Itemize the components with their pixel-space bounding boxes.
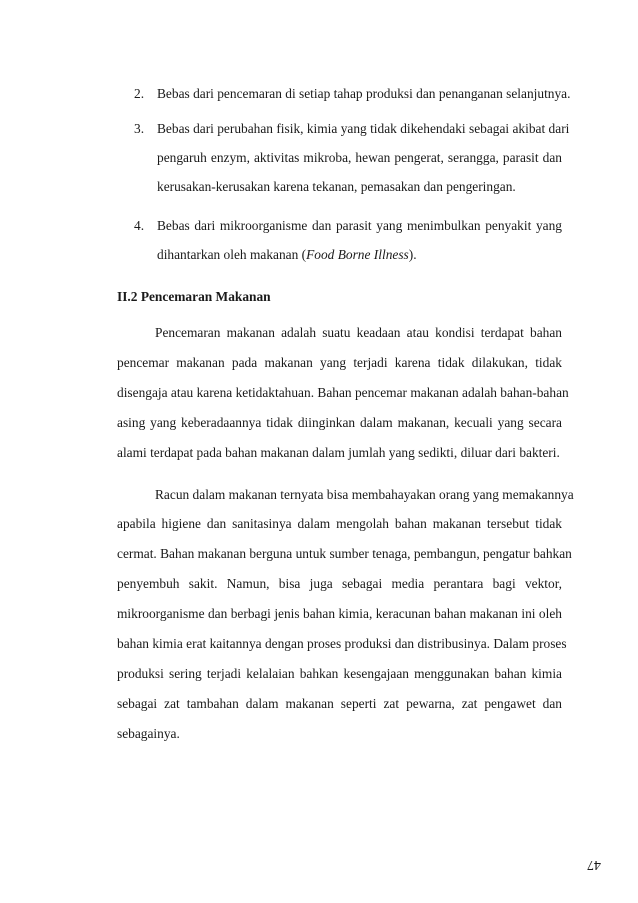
list-item-3-line-2: pengaruh enzym, aktivitas mikroba, hewan pengerat, serangga, parasit dan bbox=[157, 150, 562, 165]
page-number: 47 bbox=[587, 857, 601, 872]
paragraph-2-line-6: bahan kimia erat kaitannya dengan proses produksi dan distribusinya. Dalam proses bbox=[117, 636, 567, 651]
paragraph-1-line-5: alami terdapat pada bahan makanan dalam jumlah yang sedikti, diluar dari bakteri. bbox=[117, 445, 560, 460]
list-item-2-line-1: Bebas dari pencemaran di setiap tahap produksi dan penanganan selanjutnya. bbox=[157, 86, 571, 101]
paragraph-1-line-4: asing yang keberadaannya tidak diinginkan dalam makanan, kecuali yang secara bbox=[117, 415, 562, 430]
paragraph-1-line-2: pencemar makanan pada makanan yang terjadi karena tidak dilakukan, tidak bbox=[117, 355, 562, 370]
list-item-4-line-2-pre: dihantarkan oleh makanan ( bbox=[157, 247, 307, 262]
list-item-3-line-1: Bebas dari perubahan fisik, kimia yang tidak dikehendaki sebagai akibat dari bbox=[157, 121, 570, 136]
list-item-4-line-1: Bebas dari mikroorganisme dan parasit yang menimbulkan penyakit yang bbox=[157, 218, 562, 233]
paragraph-2-line-1: Racun dalam makanan ternyata bisa membahayakan orang yang memakannya bbox=[155, 487, 574, 502]
list-item-3-line-3: kerusakan-kerusakan karena tekanan, pemasakan dan pengeringan. bbox=[157, 179, 516, 194]
list-item-4-line-2 bbox=[157, 247, 562, 263]
paragraph-1-line-1: Pencemaran makanan adalah suatu keadaan atau kondisi terdapat bahan bbox=[155, 325, 562, 340]
list-number-4: 4. bbox=[134, 218, 145, 233]
paragraph-2-line-9: sebagainya. bbox=[117, 726, 180, 741]
list-number-3: 3. bbox=[134, 121, 145, 136]
section-heading: II.2 Pencemaran Makanan bbox=[117, 289, 271, 304]
paragraph-2-line-4: penyembuh sakit. Namun, bisa juga sebagai media perantara bagi vektor, bbox=[117, 576, 562, 591]
list-item-4-italic-term: Food Borne Illness bbox=[306, 247, 409, 262]
paragraph-2-line-5: mikroorganisme dan berbagi jenis bahan kimia, keracunan bahan makanan ini oleh bbox=[117, 606, 562, 621]
list-item-4-line-2-post: ). bbox=[408, 247, 417, 262]
paragraph-2-line-8: sebagai zat tambahan dalam makanan seperti zat pewarna, zat pengawet dan bbox=[117, 696, 562, 711]
paragraph-2-line-2: apabila higiene dan sanitasinya dalam mengolah bahan makanan tersebut tidak bbox=[117, 516, 562, 531]
paragraph-1-line-3: disengaja atau karena ketidaktahuan. Bahan pencemar makanan adalah bahan-bahan bbox=[117, 385, 569, 400]
paragraph-2-line-3: cermat. Bahan makanan berguna untuk sumber tenaga, pembangun, pengatur bahkan bbox=[117, 546, 572, 561]
list-number-2: 2. bbox=[134, 86, 145, 101]
paragraph-2-line-7: produksi sering terjadi kelalaian bahkan kesengajaan menggunakan bahan kimia bbox=[117, 666, 562, 681]
